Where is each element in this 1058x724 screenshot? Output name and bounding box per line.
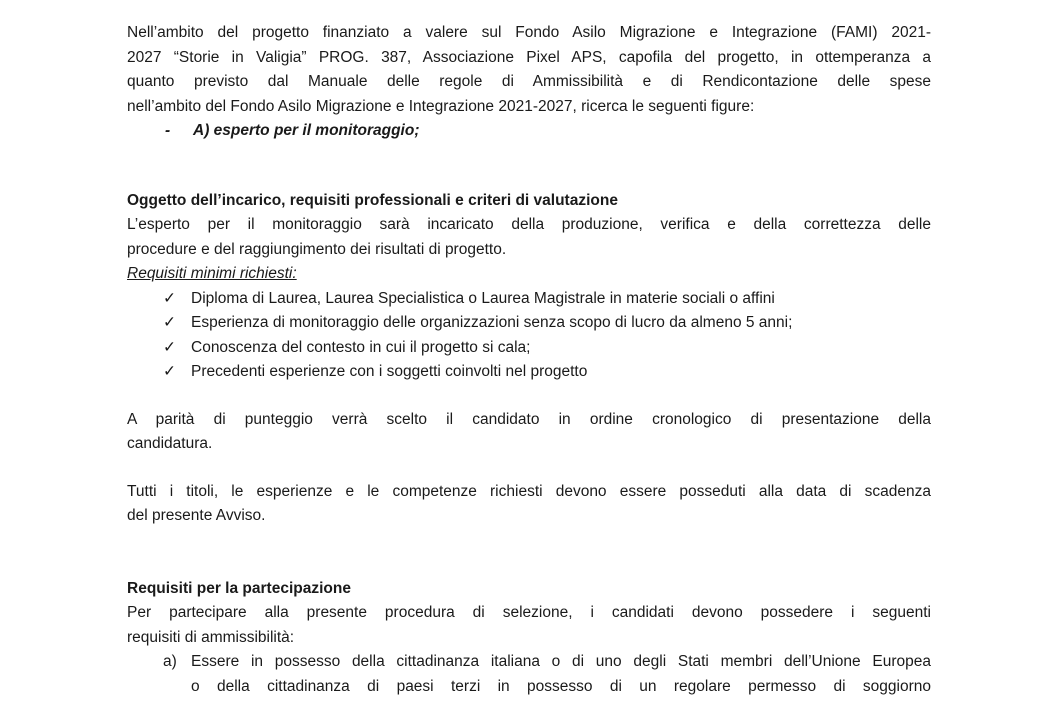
intro-paragraph (127, 21, 931, 119)
checkmark-icon: ✓ (163, 363, 176, 380)
checkmark-icon: ✓ (163, 314, 176, 331)
admissibility-item-a (127, 650, 931, 699)
incarico-body-line: procedure e del raggiungimento dei risultati di progetto. (127, 240, 507, 258)
partecipazione-body-line: Per partecipare alla presente procedura di selezione, i candidati devono possedere i seguenti (127, 604, 931, 621)
section-heading-incarico: Oggetto dell’incarico, requisiti professionali e criteri di valutazione (127, 191, 618, 209)
checklist-item (127, 336, 931, 361)
item-a-text: Essere in possesso della cittadinanza italiana o di uno degli Stati membri dell’Unione Europea (191, 653, 931, 670)
checklist-item (127, 311, 931, 336)
intro-line: Nell’ambito del progetto finanziato a valere sul Fondo Asilo Migrazione e Integrazione (FAMI) 2021- (127, 24, 931, 41)
titoli-paragraph (127, 480, 931, 529)
item-a-marker: a) (163, 653, 177, 670)
checklist-item (127, 287, 931, 312)
item-a-line-clipped: o della cittadinanza di paesi terzi in possesso di un regolare permesso di soggiorno (191, 677, 931, 695)
dash-bullet-marker: - (165, 122, 171, 139)
section-heading-partecipazione: Requisiti per la partecipazione (127, 579, 351, 597)
punteggio-paragraph (127, 408, 931, 457)
checkmark-icon: ✓ (163, 338, 176, 356)
item-a-line (127, 650, 931, 675)
document-content (127, 21, 931, 699)
intro-line: 2027 “Storie in Valigia” PROG. 387, Associazione Pixel APS, capofila del progetto, in ottemperanza a (127, 48, 931, 66)
intro-line: nell’ambito del Fondo Asilo Migrazione e Integrazione 2021-2027, ricerca le seguenti figure: (127, 97, 755, 115)
requisiti-checklist (127, 287, 931, 385)
punteggio-line: candidatura. (127, 435, 213, 452)
titoli-line: Tutti i titoli, le esperienze e le competenze richiesti devono essere posseduti alla data di scadenza (127, 482, 931, 500)
checklist-item (127, 360, 931, 385)
role-bullet-text: A) esperto per il monitoraggio; (193, 122, 420, 139)
requisiti-minimi-label: Requisiti minimi richiesti: (127, 265, 297, 282)
titoli-line: del presente Avviso. (127, 507, 266, 524)
checklist-item-text: Precedenti esperienze con i soggetti coinvolti nel progetto (191, 363, 588, 380)
incarico-body-line: L’esperto per il monitoraggio sarà incaricato della produzione, verifica e della correttezza delle (127, 216, 931, 233)
role-bullet (127, 119, 931, 144)
intro-line: quanto previsto dal Manuale delle regole di Ammissibilità e di Rendicontazione delle spese (127, 73, 931, 90)
checklist-item-text: Diploma di Laurea, Laurea Specialistica o Laurea Magistrale in materie sociali o affini (191, 289, 775, 307)
partecipazione-body-line: requisiti di ammissibilità: (127, 628, 295, 646)
checklist-item-text: Conoscenza del contesto in cui il progetto si cala; (191, 338, 531, 356)
checkmark-icon: ✓ (163, 289, 176, 307)
punteggio-line: A parità di punteggio verrà scelto il candidato in ordine cronologico di presentazione della (127, 410, 931, 428)
checklist-item-text: Esperienza di monitoraggio delle organizzazioni senza scopo di lucro da almeno 5 anni; (191, 314, 793, 331)
